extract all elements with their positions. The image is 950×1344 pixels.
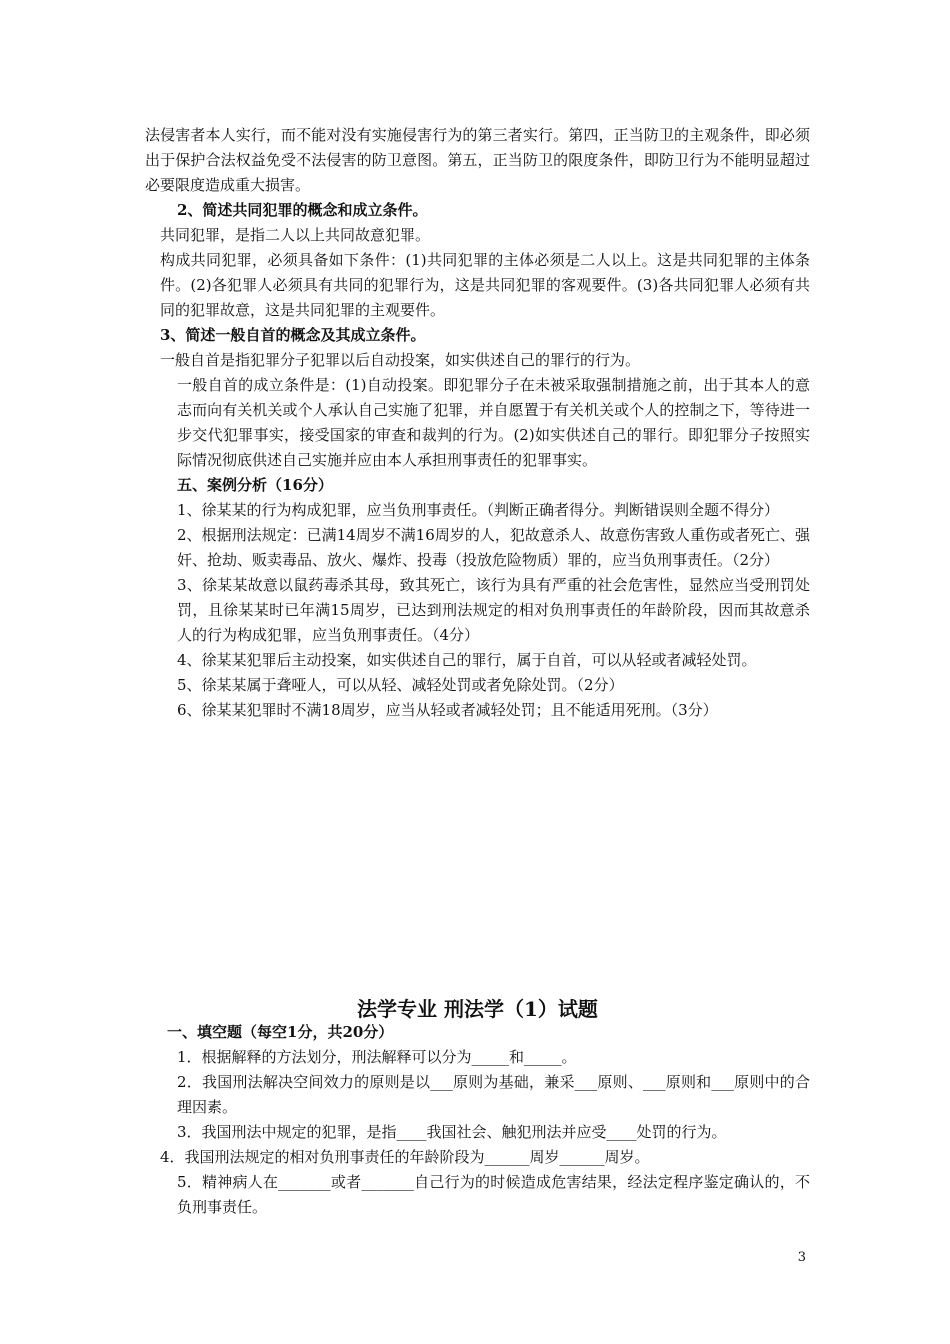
answer-section: [145, 123, 810, 723]
paragraph-joint-crime-definition: 共同犯罪，是指二人以上共同故意犯罪。: [160, 226, 431, 244]
page-number: 3: [797, 1250, 806, 1265]
exam-title: 法学专业 刑法学（1）试题: [357, 997, 598, 1021]
paragraph-surrender-conditions: 一般自首的成立条件是：(1)自动投案。即犯罪分子在未被采取强制措施之前，出于其本人的意志而向有关机关或个人承认自己实施了犯罪，并自愿置于有关机关或个人的控制之下，等待进一步交代犯罪事实，接受国家的审查和裁判的行为。(2)如实供述自己的罪行。即犯罪分子按照实际情况彻底供述自己实施并应由本人承担刑事责任的犯罪事实。: [177, 376, 810, 469]
question-heading-3: 3、简述一般自首的概念及其成立条件。: [160, 326, 426, 344]
paragraph-joint-crime-conditions: 构成共同犯罪，必须具备如下条件：(1)共同犯罪的主体必须是二人以上。这是共同犯罪的主体条件。(2)各犯罪人必须具有共同的犯罪行为，这是共同犯罪的客观要件。(3)各共同犯罪人必须有共同的犯罪故意，这是共同犯罪的主观要件。: [160, 251, 810, 319]
paragraph-surrender-definition: 一般自首是指犯罪分子犯罪以后自动投案，如实供述自己的罪行的行为。: [160, 351, 641, 369]
case-point-5: 5、徐某某属于聋哑人，可以从轻、减轻处罚或者免除处罚。（2分）: [177, 676, 624, 694]
question-2: 2．我国刑法解决空间效力的原则是以___原则为基础，兼采___原则、___原则和___原则中的合理因素。: [177, 1073, 810, 1116]
section-heading-case-analysis: 五、案例分析（16分）: [177, 476, 333, 494]
question-4: 4．我国刑法规定的相对负刑事责任的年龄阶段为______周岁______周岁。: [160, 1148, 650, 1166]
case-point-6: 6、徐某某犯罪时不满18周岁，应当从轻或者减轻处罚；且不能适用死刑。（3分）: [177, 701, 718, 719]
paragraph-defense-conditions: 法侵害者本人实行，而不能对没有实施侵害行为的第三者实行。第四，正当防卫的主观条件，即必须出于保护合法权益免受不法侵害的防卫意图。第五，正当防卫的限度条件，即防卫行为不能明显超过必要限度造成重大损害。: [145, 126, 810, 194]
question-1: 1．根据解释的方法划分，刑法解释可以分为_____和_____。: [177, 1048, 577, 1066]
question-heading-2: 2、简述共同犯罪的概念和成立条件。: [177, 201, 428, 219]
case-point-1: 1、徐某某的行为构成犯罪，应当负刑事责任。（判断正确者得分。判断错误则全题不得分）: [177, 501, 780, 519]
question-3: 3．我国刑法中规定的犯罪，是指____我国社会、触犯刑法并应受____处罚的行为。: [177, 1123, 727, 1141]
question-5: 5．精神病人在_______或者_______自己行为的时候造成危害结果，经法定程序鉴定确认的，不负刑事责任。: [177, 1173, 810, 1216]
case-point-3: 3、徐某某故意以鼠药毒杀其母，致其死亡，该行为具有严重的社会危害性，显然应当受刑罚处罚，且徐某某时已年满15周岁，已达到刑法规定的相对负刑事责任的年龄阶段，因而其故意杀人的行为构成犯罪，应当负刑事责任。（4分）: [177, 576, 810, 644]
case-point-2: 2、根据刑法规定：已满14周岁不满16周岁的人，犯故意杀人、故意伤害致人重伤或者死亡、强奸、抢劫、贩卖毒品、放火、爆炸、投毒（投放危险物质）罪的，应当负刑事责任。（2分）: [177, 526, 810, 569]
section-heading-fill-blank: 一、填空题（每空1分，共20分）: [167, 1023, 394, 1041]
exam-section: [145, 1020, 810, 1220]
case-point-4: 4、徐某某犯罪后主动投案，如实供述自己的罪行，属于自首，可以从轻或者减轻处罚。: [177, 651, 757, 669]
